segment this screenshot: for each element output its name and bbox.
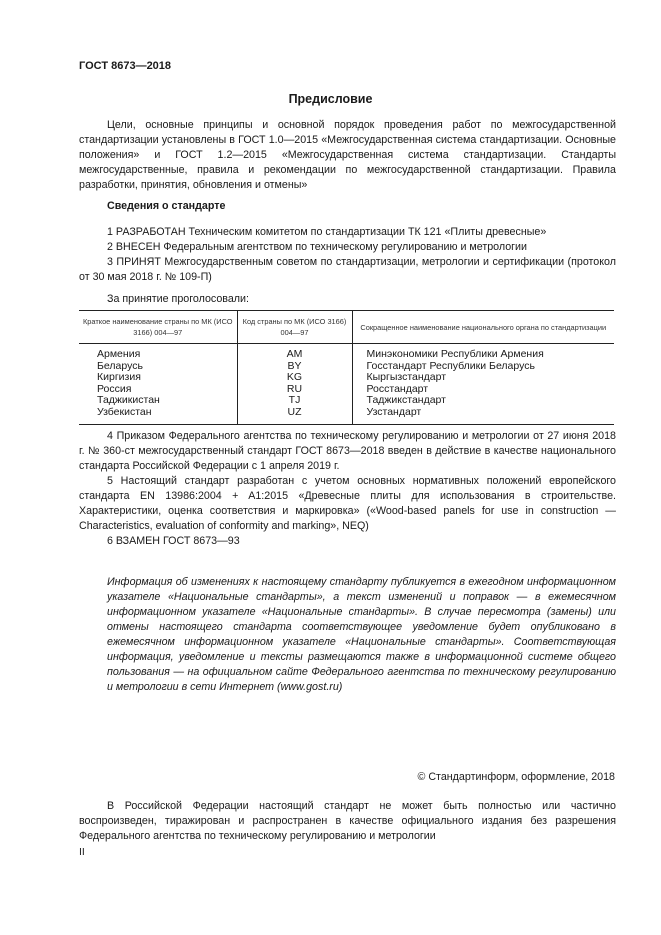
standards-body: Таджикстандарт [352, 395, 614, 407]
country-name: Таджикистан [97, 394, 160, 407]
changes-info-block [107, 575, 616, 695]
intro-paragraph: Цели, основные принципы и основной порядок проведения работ по межгосударственной стандартизации установлены в ГОСТ 1.0—2015 «Межгосударственная система стандартизации. Основные положения» и ГОСТ 1.2—2015 «Межгосударственная система стандартизации. Стандарты межгосударственные, правила и рекомендации по межгосударственной стандартизации. Правила разработки, принятия, обновления и отмены» [79, 119, 616, 191]
country-name: Россия [97, 382, 132, 395]
country-name: Армения [97, 348, 141, 360]
standards-body: Кыргызстандарт [352, 372, 614, 384]
table-row [79, 361, 614, 373]
country-code: AM [237, 344, 352, 361]
page-title: Предисловие [288, 92, 373, 106]
country-name: Беларусь [97, 359, 143, 372]
section-heading: Сведения о стандарте [107, 200, 226, 212]
table-row [79, 395, 614, 407]
item-developed: 1 РАЗРАБОТАН Техническим комитетом по стандартизации ТК 121 «Плиты древесные» [107, 226, 547, 238]
voting-label: За принятие проголосовали: [107, 293, 249, 305]
standards-body: Госстандарт Республики Беларусь [352, 361, 614, 373]
item-submitted: 2 ВНЕСЕН Федеральным агентством по техническому регулированию и метрологии [107, 241, 527, 253]
rights-section [79, 799, 616, 844]
country-code: UZ [237, 407, 352, 424]
item-based-on: 5 Настоящий стандарт разработан с учетом основных нормативных положений европейского стандарта EN 13986:2004 + A1:2015 «Древесные плиты для использования в строительстве. Характеристики, оценка соответствия и маркировка» («Wood-based panels for use in construction — Characteristics, evaluation of conformity and marking», NEQ) [79, 475, 616, 532]
changes-info-text: Информация об изменениях к настоящему стандарту публикуется в ежегодном информационном указателе «Национальные стандарты», а текст изменений и поправок — в ежемесячном информационном указателе «Национальные стандарты». В случае пересмотра (замены) или отмены настоящего стандарта соответствующее уведомление будет опубликовано в ежемесячном информационном указателе «Национальные стандарты». Соответствующая информация, уведомление и тексты размещаются также в информационной системе общего пользования — на официальном сайте Федерального агентства по техническому регулированию и метрологии в сети Интернет (www.gost.ru) [107, 576, 616, 693]
standards-body: Узстандарт [352, 407, 614, 424]
country-name: Узбекистан [79, 407, 237, 424]
country-code: RU [237, 384, 352, 396]
standards-body: Росстандарт [352, 384, 614, 396]
rights-notice: В Российской Федерации настоящий стандарт не может быть полностью или частично воспроизведен, тиражирован и распространен в качестве официального издания без разрешения Федерального агентства по техническому регулированию и метрологии [79, 800, 616, 842]
country-code: BY [237, 361, 352, 373]
page-number: II [79, 846, 85, 858]
intro-section [79, 118, 616, 193]
column-header-country: Краткое наименование страны по МК (ИСО 3166) 004—97 [79, 311, 237, 344]
table-row [79, 344, 614, 361]
table-row [79, 372, 614, 384]
table-header-row [79, 311, 614, 344]
standard-info-section [79, 199, 616, 307]
standards-body: Минэкономики Республики Армения [352, 344, 614, 361]
document-code-header: ГОСТ 8673—2018 [79, 60, 172, 72]
item-adopted: 3 ПРИНЯТ Межгосударственным советом по стандартизации, метрологии и сертификации (протокол от 30 мая 2018 г. № 109-П) [79, 256, 616, 283]
countries-table [79, 310, 614, 425]
item-enacted: 4 Приказом Федерального агентства по техническому регулированию и метрологии от 27 июня 2018 г. № 360-ст межгосударственный стандарт ГОСТ 8673—2018 введен в действие в качестве национального стандарта Российской Федерации с 1 апреля 2019 г. [79, 430, 616, 472]
column-header-body: Сокращенное наименование национального органа по стандартизации [352, 311, 614, 344]
items-section-2 [79, 429, 616, 549]
country-name: Киргизия [97, 371, 141, 384]
country-code: KG [237, 372, 352, 384]
copyright: © Стандартинформ, оформление, 2018 [417, 771, 615, 783]
column-header-code: Код страны по МК (ИСО 3166) 004—97 [237, 311, 352, 344]
item-replaces: 6 ВЗАМЕН ГОСТ 8673—93 [107, 535, 240, 547]
table-row [79, 407, 614, 424]
country-code: TJ [237, 395, 352, 407]
